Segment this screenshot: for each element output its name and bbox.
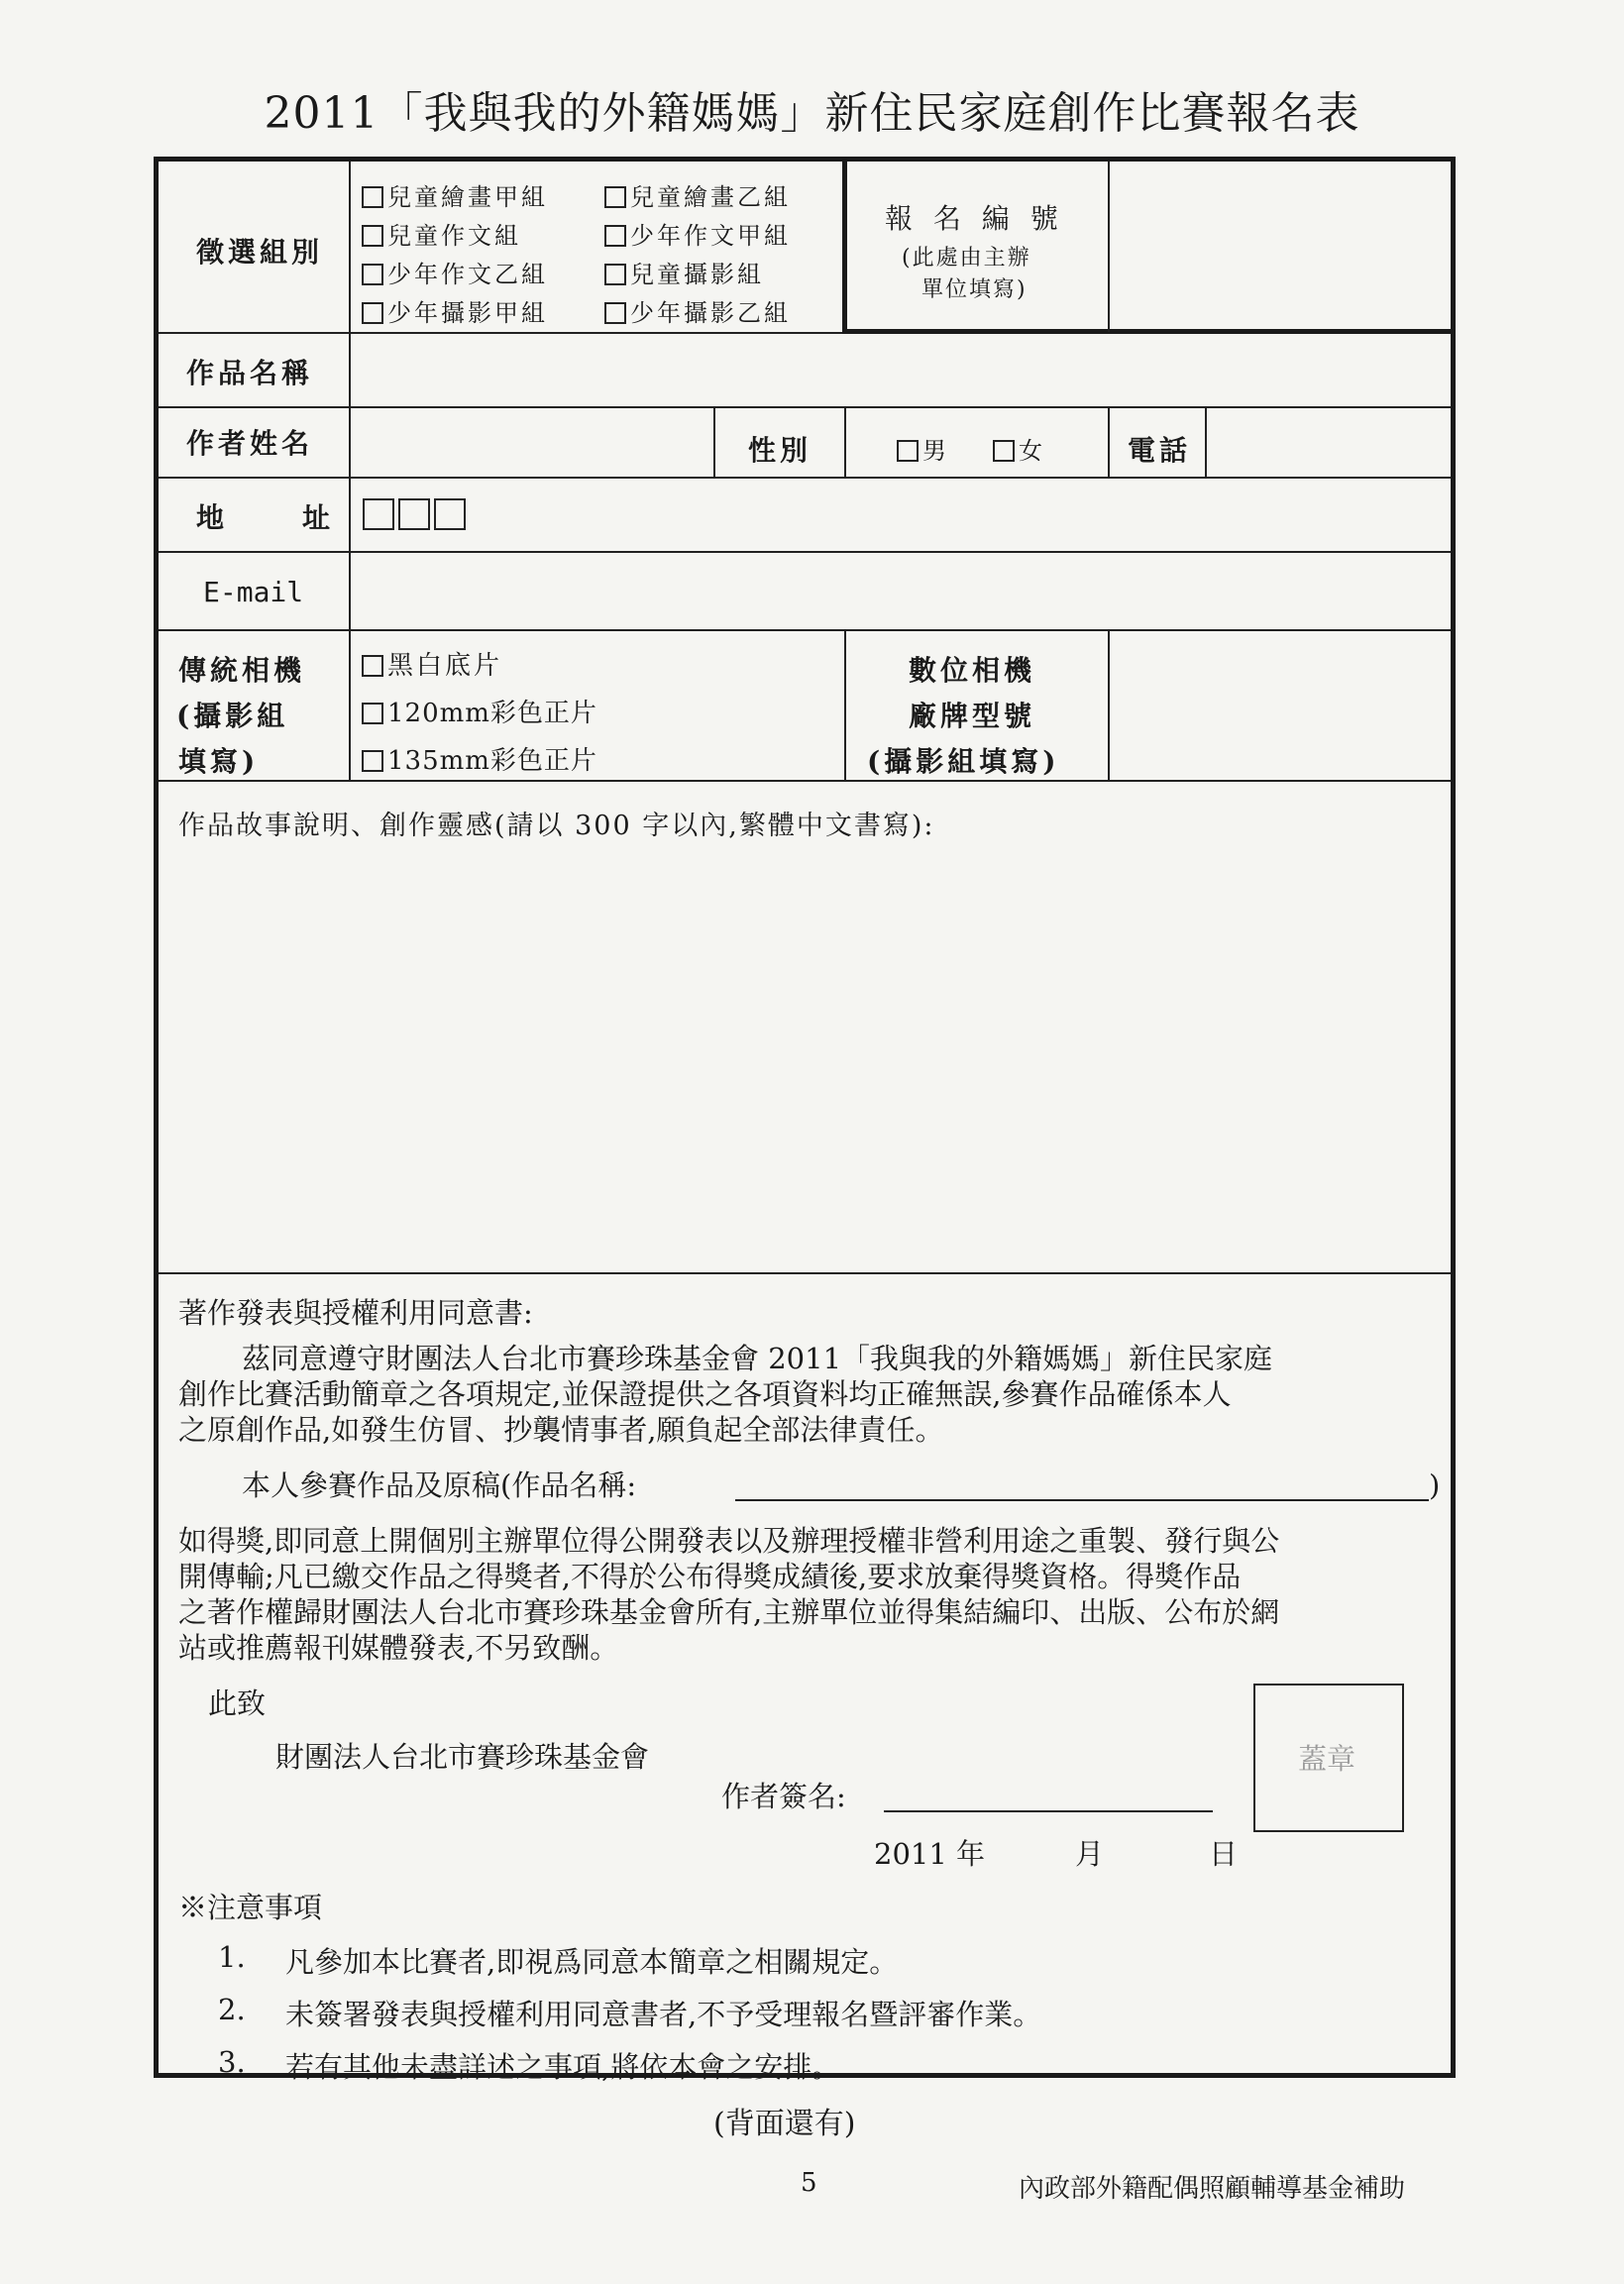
consent-paragraph: 茲同意遵守財團法人台北市賽珍珠基金會 2011「我與我的外籍媽媽」新住民家庭 xyxy=(242,1342,1273,1375)
author-label: 作者姓名 xyxy=(186,427,314,460)
registration-number-note: (此處由主辦 xyxy=(902,246,1031,271)
note-number: 1. xyxy=(218,1940,246,1974)
checkbox-icon[interactable] xyxy=(362,302,383,324)
signature-label: 作者簽名: xyxy=(721,1780,846,1813)
checkbox-icon[interactable] xyxy=(362,750,383,772)
consent-paragraph: 之原創作品,如發生仿冒、抄襲情事者,願負起全部法律責任。 xyxy=(178,1413,944,1447)
page-title: 2011「我與我的外籍媽媽」新住民家庭創作比賽報名表 xyxy=(264,88,1360,139)
consent-paragraph: 開傳輸;凡已繳交作品之得獎者,不得於公布得獎成績後,要求放棄得獎資格。得獎作品 xyxy=(178,1560,1242,1593)
film-camera-label: (攝影組 xyxy=(176,700,289,732)
registration-number-field[interactable] xyxy=(1113,165,1446,328)
note-number: 2. xyxy=(218,1993,246,2026)
address-label: 址 xyxy=(302,501,335,534)
checkbox-icon[interactable] xyxy=(362,186,383,208)
checkbox-icon[interactable] xyxy=(362,703,383,724)
salutation: 此致 xyxy=(208,1686,267,1720)
checkbox-icon[interactable] xyxy=(362,225,383,247)
email-field[interactable] xyxy=(353,555,1449,627)
page-number: 5 xyxy=(801,2168,817,2198)
category-option[interactable]: 少年作文甲組 xyxy=(604,216,791,251)
film-option[interactable]: 黑白底片 xyxy=(362,645,502,682)
address-label: 地 xyxy=(196,501,229,534)
digital-camera-label: 廠牌型號 xyxy=(909,700,1036,732)
work-name-line[interactable] xyxy=(735,1499,1429,1501)
email-label: E-mail xyxy=(203,576,304,608)
address-field[interactable] xyxy=(486,481,1449,549)
checkbox-icon[interactable] xyxy=(362,264,383,285)
story-label: 作品故事說明、創作靈感(請以 300 字以內,繁體中文書寫): xyxy=(178,811,935,841)
checkbox-icon[interactable] xyxy=(993,440,1015,462)
film-option[interactable]: 135mm彩色正片 xyxy=(362,740,597,777)
consent-heading: 著作發表與授權利用同意書: xyxy=(178,1296,533,1330)
category-option[interactable]: 兒童繪畫甲組 xyxy=(362,177,548,212)
checkbox-icon[interactable] xyxy=(604,302,626,324)
consent-paragraph: 之著作權歸財團法人台北市賽珍珠基金會所有,主辦單位並得集結編印、出版、公布於網 xyxy=(178,1595,1280,1629)
checkbox-icon[interactable] xyxy=(604,186,626,208)
note-text: 未簽署發表與授權利用同意書者,不予受理報名暨評審作業。 xyxy=(285,1998,1042,2031)
digital-camera-label: (攝影組填寫) xyxy=(867,745,1060,778)
gender-male-option[interactable]: 男 xyxy=(897,431,949,466)
category-option[interactable]: 少年攝影乙組 xyxy=(604,293,791,328)
registration-number-label: 報 名 編 號 xyxy=(885,202,1064,235)
work-name-field[interactable] xyxy=(353,336,1449,404)
film-camera-label: 填寫) xyxy=(178,745,260,778)
consent-paragraph: 創作比賽活動簡章之各項規定,並保證提供之各項資料均正確無誤,參賽作品確係本人 xyxy=(178,1377,1232,1411)
story-textarea[interactable] xyxy=(162,845,1447,1269)
note-number: 3. xyxy=(218,2045,246,2079)
note-text: 凡參加本比賽者,即視爲同意本簡章之相關規定。 xyxy=(285,1945,899,1979)
checkbox-icon[interactable] xyxy=(604,225,626,247)
date-month: 月 xyxy=(1075,1837,1105,1871)
author-name-field[interactable] xyxy=(353,409,711,475)
date-year: 2011 年 xyxy=(874,1837,986,1871)
phone-label: 電話 xyxy=(1128,434,1192,467)
gender-label: 性別 xyxy=(748,434,812,467)
note-text: 若有其他未盡詳述之事項,將依本會之安排。 xyxy=(285,2050,841,2084)
category-option[interactable]: 兒童作文組 xyxy=(362,216,521,251)
postal-code-boxes[interactable] xyxy=(363,498,466,534)
consent-paragraph: 站或推薦報刊媒體發表,不另致酬。 xyxy=(178,1631,619,1665)
work-name-close: ) xyxy=(1429,1468,1441,1502)
category-option[interactable]: 兒童繪畫乙組 xyxy=(604,177,791,212)
sponsor-note: 內政部外籍配偶照顧輔導基金補助 xyxy=(1019,2174,1406,2204)
phone-field[interactable] xyxy=(1209,409,1449,475)
recipient: 財團法人台北市賽珍珠基金會 xyxy=(275,1740,650,1774)
digital-camera-field[interactable] xyxy=(1112,633,1449,778)
gender-female-option[interactable]: 女 xyxy=(993,431,1045,466)
digital-camera-label: 數位相機 xyxy=(909,654,1036,687)
checkbox-icon[interactable] xyxy=(362,655,383,677)
category-label: 徵選組別 xyxy=(196,236,324,269)
work-name-statement: 本人參賽作品及原稿(作品名稱: xyxy=(242,1468,637,1502)
signature-line[interactable] xyxy=(884,1810,1213,1812)
category-option[interactable]: 少年作文乙組 xyxy=(362,255,548,289)
work-name-label: 作品名稱 xyxy=(186,357,314,389)
consent-paragraph: 如得獎,即同意上開個別主辦單位得公開發表以及辦理授權非營利用途之重製、發行與公 xyxy=(178,1524,1280,1558)
film-camera-label: 傳統相機 xyxy=(178,654,306,687)
checkbox-icon[interactable] xyxy=(897,440,919,462)
seal-label: 蓋章 xyxy=(1298,1742,1356,1776)
notes-heading: ※注意事項 xyxy=(178,1891,323,1924)
category-option[interactable]: 少年攝影甲組 xyxy=(362,293,548,328)
continued-note: (背面還有) xyxy=(713,2107,856,2141)
film-option[interactable]: 120mm彩色正片 xyxy=(362,693,597,729)
registration-number-note: 單位填寫) xyxy=(921,277,1028,302)
date-day: 日 xyxy=(1209,1837,1239,1871)
checkbox-icon[interactable] xyxy=(604,264,626,285)
category-option[interactable]: 兒童攝影組 xyxy=(604,255,764,289)
registration-form xyxy=(154,157,1456,2084)
